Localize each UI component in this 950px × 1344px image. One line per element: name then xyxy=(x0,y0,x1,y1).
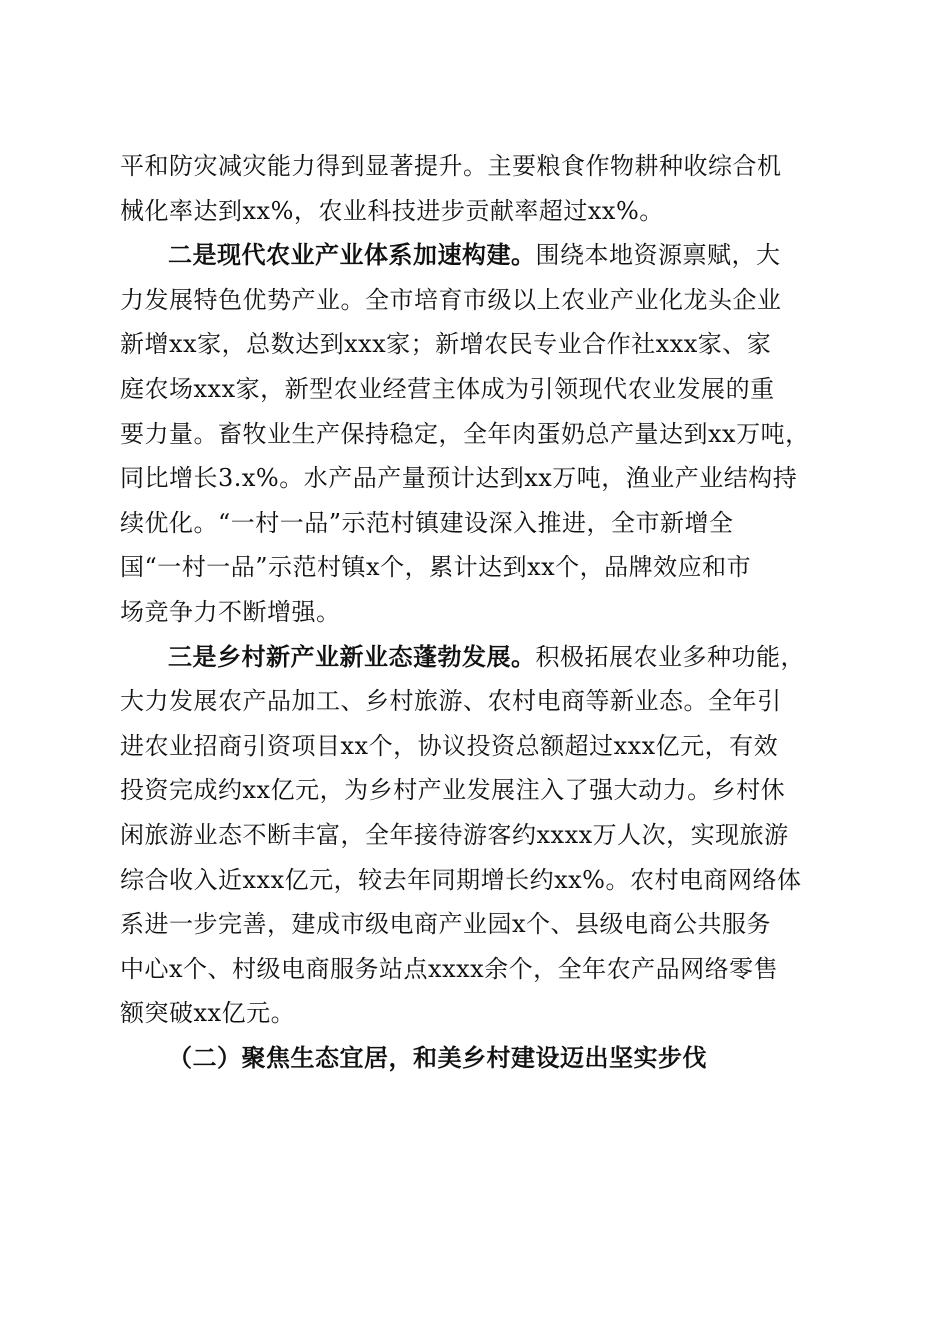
text-run: 闲旅游业态不断丰富，全年接待游客约xxxx万人次，实现旅游 xyxy=(120,820,789,849)
text-run: 力发展特色优势产业。全市培育市级以上农业产业化龙头企业 xyxy=(120,285,782,314)
text-run: 新增xx家，总数达到xxx家；新增农民专业合作社xxx家、家 xyxy=(120,330,772,359)
text-run: 械化率达到xx%，农业科技进步贡献率超过xx%。 xyxy=(120,196,664,225)
text-line xyxy=(120,813,830,858)
text-run: 投资完成约xx亿元，为乡村产业发展注入了强大动力。乡村休 xyxy=(120,776,786,805)
text-run: 同比增长3.x%。水产品产量预计达到xx万吨，渔业产业结构持 xyxy=(120,464,798,493)
section-heading: （二）聚焦生态宜居，和美乡村建设迈出坚实步伐 xyxy=(168,1042,707,1072)
text-line xyxy=(120,189,830,234)
text-line xyxy=(120,991,830,1036)
text-run: 中心x个、村级电商服务站点xxxx余个，全年农产品网络零售 xyxy=(120,954,779,983)
text-line xyxy=(120,858,830,903)
text-line xyxy=(120,947,830,992)
text-run: 庭农场xxx家，新型农业经营主体成为引领现代农业发展的重 xyxy=(120,374,775,403)
text-run: 额突破xx亿元。 xyxy=(120,999,296,1028)
paragraph-continuation xyxy=(120,144,830,233)
text-run: 围绕本地资源禀赋，大 xyxy=(535,241,781,270)
text-run: 大力发展农产品加工、乡村旅游、农村电商等新业态。全年引 xyxy=(120,687,782,716)
paragraph-modern-agriculture xyxy=(120,233,830,634)
text-run: 系进一步完善，建成市级电商产业园x个、县级电商公共服务 xyxy=(120,910,772,939)
text-run: 积极拓展农业多种功能， xyxy=(535,642,805,671)
text-run: 综合收入近xxx亿元，较去年同期增长约xx%。农村电商网络体 xyxy=(120,865,802,894)
text-line xyxy=(120,412,830,457)
paragraph-new-industries xyxy=(120,635,830,1036)
text-line xyxy=(120,233,830,278)
text-run: 平和防灾减灾能力得到显著提升。主要粮食作物耕种收综合机 xyxy=(120,152,782,180)
text-line xyxy=(120,501,830,546)
text-line xyxy=(120,635,830,680)
text-run: 进农业招商引资项目xx个，协议投资总额超过xxx亿元，有效 xyxy=(120,731,779,760)
text-line xyxy=(120,902,830,947)
text-line xyxy=(120,456,830,501)
text-line xyxy=(120,367,830,412)
text-run: 续优化。“一村一品”示范村镇建设深入推进，全市新增全 xyxy=(120,508,734,537)
text-line xyxy=(120,278,830,323)
text-run: 场竞争力不断增强。 xyxy=(120,597,341,626)
paragraph-lead-bold: 三是乡村新产业新业态蓬勃发展。 xyxy=(168,641,536,671)
paragraph-lead-bold: 二是现代农业产业体系加速构建。 xyxy=(168,240,536,270)
document-body xyxy=(120,144,830,1080)
text-run: 要力量。畜牧业生产保持稳定，全年肉蛋奶总产量达到xx万吨， xyxy=(120,419,810,448)
text-line xyxy=(120,322,830,367)
text-line xyxy=(120,545,830,590)
text-line xyxy=(120,724,830,769)
text-line xyxy=(120,144,830,189)
text-run: 国“一村一品”示范村镇x个，累计达到xx个，品牌效应和市 xyxy=(120,553,752,582)
text-line xyxy=(120,768,830,813)
text-line xyxy=(120,679,830,724)
text-line xyxy=(120,590,830,635)
